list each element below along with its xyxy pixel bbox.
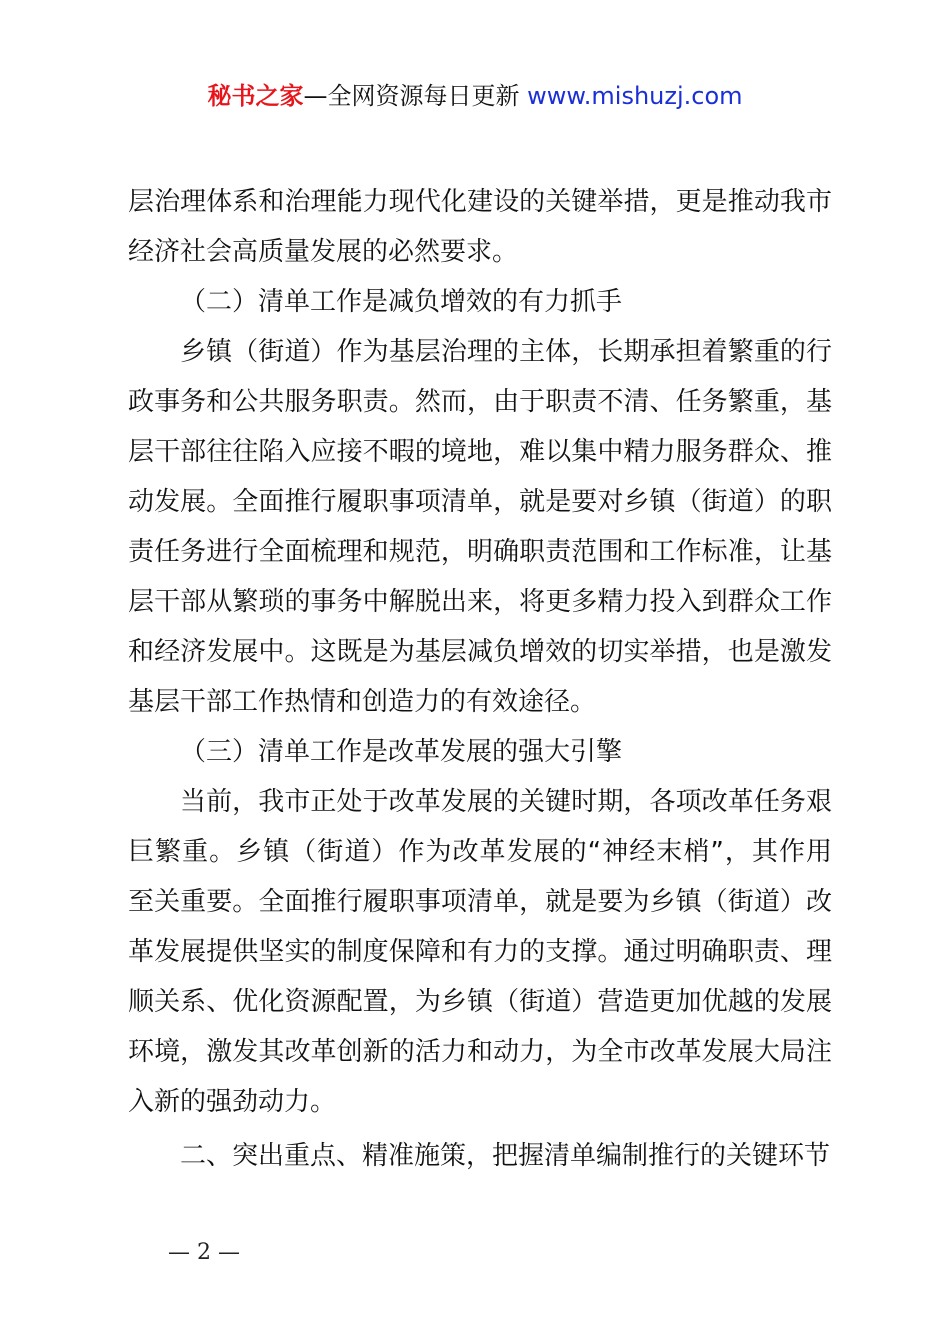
body-line: 层干部从繁琐的事务中解脱出来，将更多精力投入到群众工作 [128,587,832,617]
body-line: 动发展。全面推行履职事项清单，就是要对乡镇（街道）的职 [128,487,832,517]
site-tagline: —全网资源每日更新 [303,82,528,110]
section-heading: （二）清单工作是减负增效的有力抓手 [180,287,623,317]
body-line: 经济社会高质量发展的必然要求。 [128,237,519,267]
section-heading: （三）清单工作是改革发展的强大引擎 [180,737,623,767]
body-line: 环境，激发其改革创新的活力和动力，为全市改革发展大局注 [128,1037,832,1067]
body-line: 基层干部工作热情和创造力的有效途径。 [128,687,597,717]
body-line: 革发展提供坚实的制度保障和有力的支撑。通过明确职责、理 [128,937,832,967]
body-line: 入新的强劲动力。 [128,1087,337,1117]
site-header [0,78,950,114]
site-url[interactable]: www.mishuzj.com [527,82,743,110]
body-line: 责任务进行全面梳理和规范，明确职责范围和工作标准，让基 [128,537,832,567]
body-line: 政事务和公共服务职责。然而，由于职责不清、任务繁重，基 [128,387,832,417]
body-line: 当前，我市正处于改革发展的关键时期，各项改革任务艰 [180,787,832,817]
body-line: 顺关系、优化资源配置，为乡镇（街道）营造更加优越的发展 [128,987,832,1017]
brand-name: 秘书之家 [207,82,304,110]
body-line: 乡镇（街道）作为基层治理的主体，长期承担着繁重的行 [180,337,832,367]
body-line: 至关重要。全面推行履职事项清单，就是要为乡镇（街道）改 [128,887,832,917]
body-line: 和经济发展中。这既是为基层减负增效的切实举措，也是激发 [128,637,832,667]
document-body [128,177,832,1181]
body-line: 层干部往往陷入应接不暇的境地，难以集中精力服务群众、推 [128,437,832,467]
chapter-heading: 二、突出重点、精准施策，把握清单编制推行的关键环节 [180,1141,831,1171]
page-number: — 2 — [168,1240,240,1265]
body-line: 层治理体系和治理能力现代化建设的关键举措，更是推动我市 [128,187,832,217]
body-line: 巨繁重。乡镇（街道）作为改革发展的“神经末梢”，其作用 [128,837,832,867]
